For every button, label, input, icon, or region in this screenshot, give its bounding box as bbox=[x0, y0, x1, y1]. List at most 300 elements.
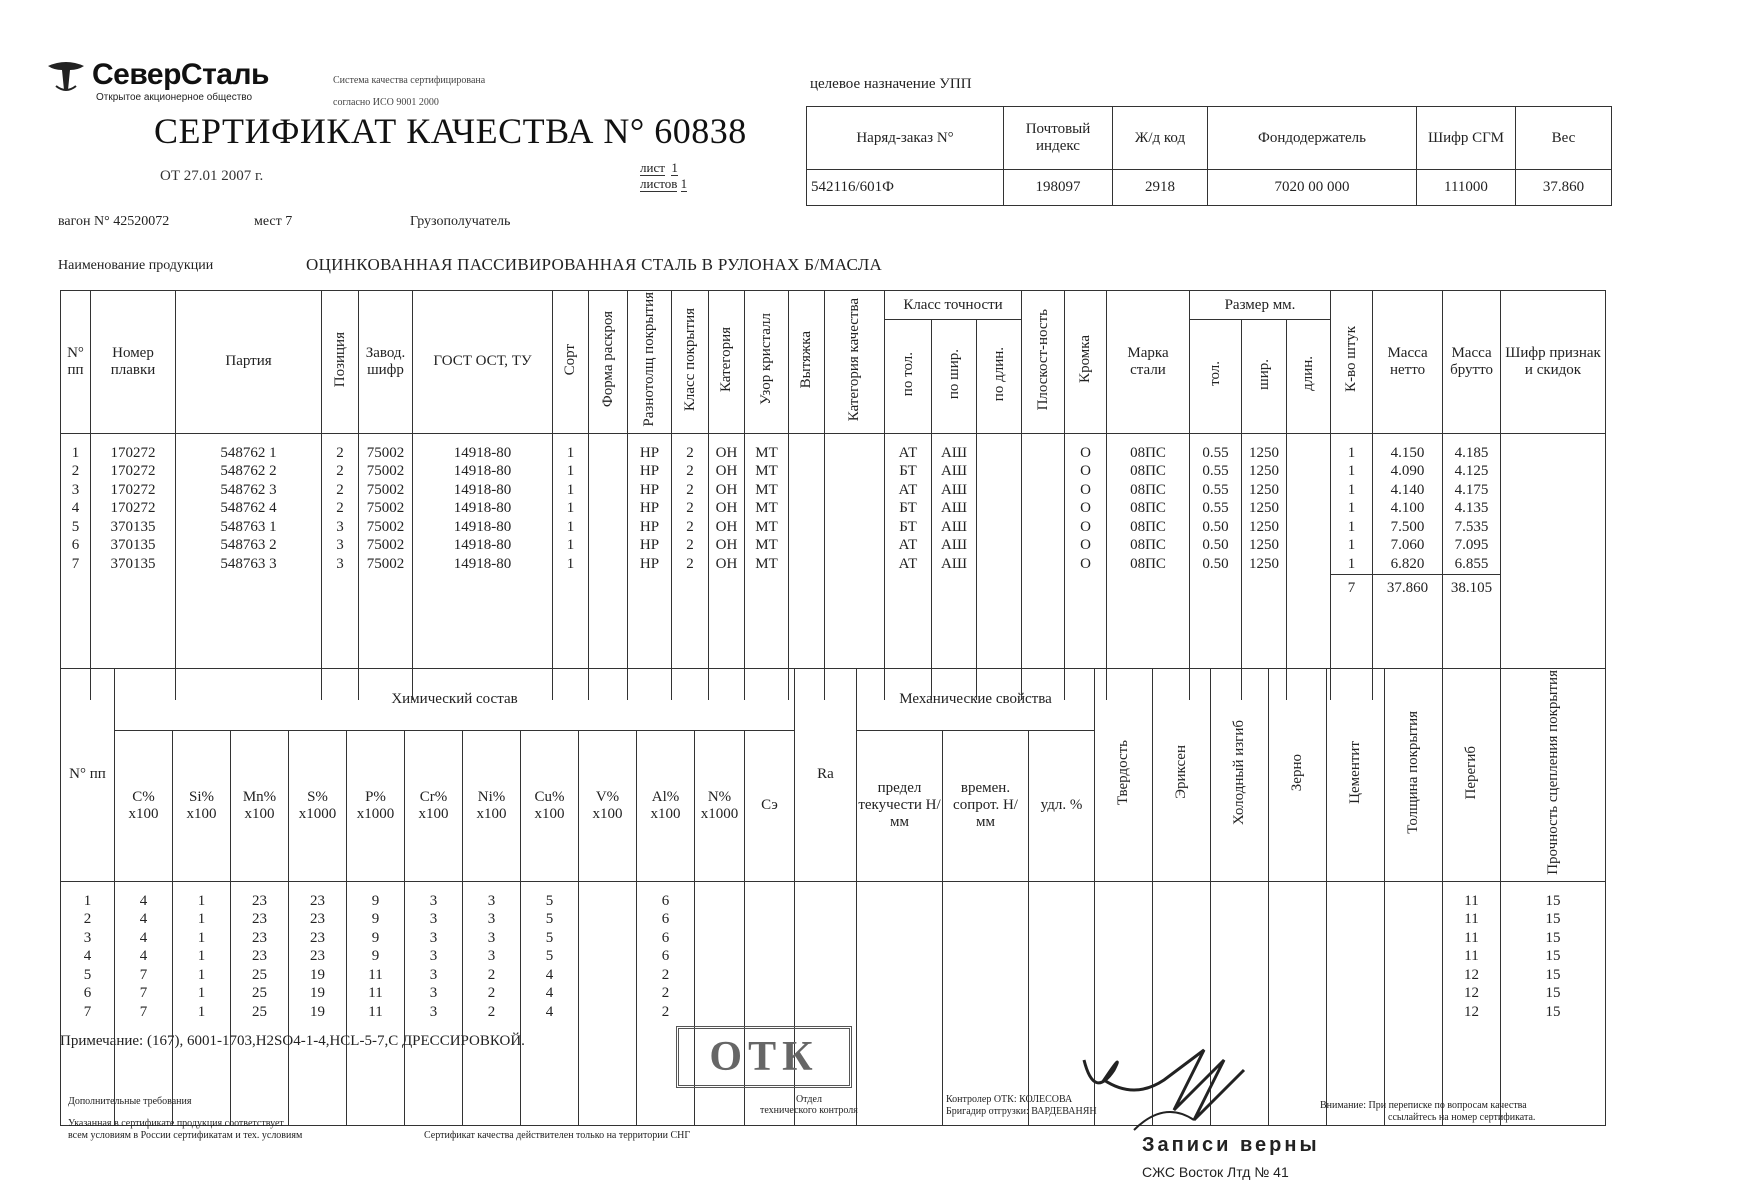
table-cell: 14918-80 bbox=[453, 444, 512, 461]
table-cell: 4 bbox=[139, 929, 148, 946]
table-cell: 2 bbox=[661, 966, 670, 983]
table-cell: 23 bbox=[252, 892, 267, 909]
table-cell bbox=[1288, 555, 1329, 574]
table-cell: 6 bbox=[661, 948, 670, 965]
table-cell bbox=[696, 984, 743, 1003]
cells-edge bbox=[1065, 433, 1107, 575]
table-cell: 4 bbox=[139, 892, 148, 909]
purpose: целевое назначение УПП bbox=[810, 76, 972, 92]
product-name: ОЦИНКОВАННАЯ ПАССИВИРОВАННАЯ СТАЛЬ В РУЛОНАХ Б/МАСЛА bbox=[306, 255, 883, 274]
table-cell: 11 bbox=[1464, 892, 1479, 909]
table-cell: БТ bbox=[899, 463, 917, 480]
table-cell: 15 bbox=[1545, 892, 1561, 909]
col-crystal bbox=[745, 291, 789, 434]
table-cell: 1 bbox=[566, 500, 575, 517]
table-cell: 08ПС bbox=[1130, 518, 1166, 535]
table-cell: 0.55 bbox=[1202, 500, 1229, 517]
table-cell: О bbox=[1080, 518, 1091, 535]
table-cell: НР bbox=[639, 537, 660, 554]
chem-col-erichsen bbox=[1153, 669, 1211, 882]
table-cell: МТ bbox=[755, 500, 778, 517]
order-value-cell: 2918 bbox=[1113, 170, 1208, 206]
order-header-cell: Фондодержатель bbox=[1208, 107, 1417, 170]
otk-stamp: ОТК bbox=[676, 1026, 852, 1088]
table-cell: ОН bbox=[715, 555, 738, 572]
col-gost: ГОСТ ОСТ, ТУ bbox=[413, 291, 553, 434]
chem-cells bbox=[405, 881, 463, 1125]
table-cell bbox=[944, 984, 1027, 1003]
table-cell: 1250 bbox=[1249, 463, 1279, 480]
chem-cells bbox=[173, 881, 231, 1125]
table-cell bbox=[1154, 947, 1209, 966]
table-cell bbox=[1154, 1003, 1209, 1022]
table-cell bbox=[1502, 499, 1604, 518]
chem-col-cu: Cu% x100 bbox=[521, 730, 579, 881]
table-cell: 4 bbox=[545, 966, 554, 983]
table-cell bbox=[944, 947, 1027, 966]
table-cell: 11 bbox=[1464, 929, 1479, 946]
table-cell bbox=[1030, 966, 1093, 985]
table-cell: АШ bbox=[941, 555, 967, 572]
chem-cells bbox=[231, 881, 289, 1125]
table-cell bbox=[1328, 892, 1383, 911]
table-cell: 7 bbox=[83, 1003, 92, 1020]
table-cell: ОН bbox=[715, 500, 738, 517]
col-sort-label: Сорт bbox=[562, 343, 578, 375]
table-cell: О bbox=[1080, 500, 1091, 517]
table-cell: 3 bbox=[487, 929, 496, 946]
table-cell bbox=[696, 910, 743, 929]
col-acc-width bbox=[932, 320, 977, 433]
certificate-date: ОТ 27.01 2007 г. bbox=[160, 168, 264, 184]
chem-col-adhesion-label: Прочность сцепления покрытия bbox=[1544, 670, 1561, 875]
col-acc-width-label: по шир. bbox=[945, 348, 962, 399]
col-category-label: Категория bbox=[718, 326, 734, 392]
table-cell: 15 bbox=[1545, 985, 1561, 1002]
company-name: СеверСталь bbox=[92, 58, 269, 91]
table-cell: 1 bbox=[566, 463, 575, 480]
table-cell: 3 bbox=[336, 555, 344, 572]
table-cell: 15 bbox=[1545, 929, 1561, 946]
table-cell: 2 bbox=[83, 911, 92, 928]
col-flatness-label: Плоскост-ность bbox=[1034, 308, 1051, 410]
col-coat-thick-label: Разнотолщ покрытия bbox=[641, 292, 657, 427]
table-cell bbox=[944, 966, 1027, 985]
compliance-line-1: Указанная в сертификате продукция соответствует bbox=[68, 1118, 284, 1129]
table-cell bbox=[1288, 481, 1329, 500]
table-cell bbox=[790, 499, 823, 518]
table-cell: ОН bbox=[715, 463, 738, 480]
otk-stamp-caption bbox=[760, 1094, 858, 1116]
table-cell: 1 bbox=[197, 911, 206, 928]
table-cell: 15 bbox=[1545, 966, 1561, 983]
table-cell: АТ bbox=[898, 555, 918, 572]
table-cell bbox=[1023, 555, 1063, 574]
severstal-logo-icon bbox=[44, 60, 88, 96]
records-verified: Записи верны bbox=[1142, 1134, 1320, 1156]
cells-acc-thick bbox=[885, 433, 932, 575]
col-quality-label: Категория качества bbox=[846, 297, 862, 421]
chem-col-si: Si% x100 bbox=[173, 730, 231, 881]
product-header-row bbox=[61, 291, 1606, 320]
order-table bbox=[806, 106, 1612, 206]
chem-cells bbox=[943, 881, 1029, 1125]
chem-col-rebend-label: Перегиб bbox=[1463, 745, 1480, 800]
table-cell: 3 bbox=[429, 929, 438, 946]
cells-quality bbox=[825, 433, 885, 575]
table-cell: НР bbox=[639, 481, 660, 498]
col-edge-label: Кромка bbox=[1077, 335, 1093, 384]
order-value-row bbox=[807, 170, 1612, 206]
cells-gost bbox=[413, 433, 553, 575]
table-cell: 548762 1 bbox=[220, 444, 277, 461]
table-cell: 3 bbox=[429, 966, 438, 983]
table-cell: 7.535 bbox=[1454, 518, 1489, 535]
col-acc-len-label: по длин. bbox=[990, 346, 1007, 402]
chem-col-s: S% x1000 bbox=[289, 730, 347, 881]
table-cell: 1 bbox=[566, 555, 575, 572]
table-cell bbox=[858, 947, 941, 966]
table-cell bbox=[746, 929, 793, 948]
table-cell bbox=[1386, 910, 1441, 929]
col-quality bbox=[825, 291, 885, 434]
table-cell bbox=[826, 444, 883, 463]
table-cell bbox=[1288, 499, 1329, 518]
table-cell: 3 bbox=[487, 892, 496, 909]
table-cell: ОН bbox=[715, 518, 738, 535]
cells-plant bbox=[359, 433, 413, 575]
table-cell bbox=[1212, 984, 1267, 1003]
table-cell bbox=[978, 462, 1020, 481]
chem-col-rebend bbox=[1443, 669, 1501, 882]
table-cell: 14918-80 bbox=[453, 481, 512, 498]
table-cell: МТ bbox=[755, 444, 778, 461]
table-cell bbox=[1328, 910, 1383, 929]
chem-col-adhesion bbox=[1501, 669, 1606, 882]
chem-col-mn: Mn% x100 bbox=[231, 730, 289, 881]
order-header-cell: Вес bbox=[1516, 107, 1612, 170]
table-cell: 11 bbox=[368, 985, 383, 1002]
mech-col-elong: удл. % bbox=[1029, 730, 1095, 881]
table-cell: 9 bbox=[371, 911, 380, 928]
table-cell: 548763 3 bbox=[220, 555, 277, 572]
col-size-w-label: шир. bbox=[1255, 358, 1272, 390]
col-coat-class bbox=[672, 291, 709, 434]
chem-cells bbox=[1501, 881, 1606, 1125]
table-cell: 2 bbox=[686, 518, 694, 535]
table-cell: 0.50 bbox=[1202, 518, 1229, 535]
table-cell: 370135 bbox=[110, 537, 156, 554]
chem-cells bbox=[745, 881, 795, 1125]
table-cell: НР bbox=[639, 463, 660, 480]
compliance-note bbox=[68, 1118, 302, 1142]
chem-col-bend bbox=[1211, 669, 1269, 882]
total-net: 37.860 bbox=[1373, 575, 1443, 701]
table-cell: 1 bbox=[197, 948, 206, 965]
col-pattern-label: Форма раскроя bbox=[599, 311, 616, 408]
table-cell: 370135 bbox=[110, 518, 156, 535]
table-cell: МТ bbox=[755, 555, 778, 572]
table-cell bbox=[590, 481, 626, 500]
table-cell: 75002 bbox=[366, 555, 405, 572]
table-cell: 19 bbox=[310, 1003, 325, 1020]
chem-cells bbox=[857, 881, 943, 1125]
table-cell bbox=[590, 444, 626, 463]
table-cell: БТ bbox=[899, 518, 917, 535]
otk-sub-2: технического контроля bbox=[760, 1105, 858, 1116]
table-cell: 08ПС bbox=[1130, 500, 1166, 517]
table-cell: 4.150 bbox=[1390, 444, 1425, 461]
table-cell bbox=[590, 518, 626, 537]
col-coat-thick bbox=[628, 291, 672, 434]
table-cell: 1 bbox=[566, 481, 575, 498]
extra-requirements: Дополнительные требования bbox=[68, 1096, 192, 1107]
table-cell: 7 bbox=[139, 1003, 148, 1020]
sheet-count bbox=[640, 160, 687, 192]
table-cell bbox=[1154, 929, 1209, 948]
sheet-value: 1 bbox=[671, 160, 678, 175]
table-cell bbox=[858, 910, 941, 929]
table-cell: 0.55 bbox=[1202, 463, 1229, 480]
table-cell bbox=[1023, 462, 1063, 481]
table-cell: 2 bbox=[686, 444, 694, 461]
table-cell bbox=[1096, 929, 1151, 948]
table-cell bbox=[944, 1003, 1027, 1022]
table-cell bbox=[1154, 892, 1209, 911]
table-cell bbox=[796, 910, 855, 929]
col-draw-label: Вытяжка bbox=[798, 330, 814, 388]
table-cell: 9 bbox=[371, 948, 380, 965]
table-cell bbox=[1030, 892, 1093, 911]
table-cell: 19 bbox=[310, 966, 325, 983]
chem-cells bbox=[61, 881, 115, 1125]
mech-col-group: Механические свойства bbox=[857, 669, 1095, 731]
table-cell: 25 bbox=[252, 1003, 267, 1020]
table-cell bbox=[1328, 984, 1383, 1003]
table-cell bbox=[1023, 518, 1063, 537]
certificate-title: СЕРТИФИКАТ КАЧЕСТВА N° 60838 bbox=[154, 111, 747, 151]
table-cell: 11 bbox=[368, 966, 383, 983]
table-cell bbox=[858, 966, 941, 985]
table-cell: 2 bbox=[686, 537, 694, 554]
chem-col-cr: Cr% x100 bbox=[405, 730, 463, 881]
table-cell: 3 bbox=[429, 911, 438, 928]
chem-cells bbox=[1327, 881, 1385, 1125]
table-cell bbox=[1212, 910, 1267, 929]
validity-note: Сертификат качества действителен только на территории СНГ bbox=[424, 1130, 691, 1141]
table-cell bbox=[1502, 481, 1604, 500]
table-cell: 1 bbox=[197, 966, 206, 983]
cells-size-t bbox=[1190, 433, 1242, 575]
table-cell: О bbox=[1080, 481, 1091, 498]
table-cell: 170272 bbox=[110, 463, 156, 480]
table-cell bbox=[944, 892, 1027, 911]
table-cell bbox=[590, 462, 626, 481]
table-cell: 7 bbox=[139, 985, 148, 1002]
signature-icon bbox=[1074, 1040, 1274, 1140]
table-cell bbox=[826, 499, 883, 518]
table-cell bbox=[978, 518, 1020, 537]
table-cell bbox=[580, 947, 635, 966]
iso-line-1: Система качества сертифицирована bbox=[333, 75, 486, 86]
sheets-label: листов bbox=[640, 176, 678, 191]
table-cell bbox=[1096, 892, 1151, 911]
col-code: Шифр признак и скидок bbox=[1501, 291, 1606, 434]
table-cell bbox=[796, 892, 855, 911]
table-cell: 3 bbox=[83, 929, 92, 946]
order-value-cell: 7020 00 000 bbox=[1208, 170, 1417, 206]
table-cell: 548762 3 bbox=[220, 481, 277, 498]
table-cell bbox=[590, 536, 626, 555]
table-cell: 2 bbox=[336, 444, 344, 461]
table-cell: 1 bbox=[566, 444, 575, 461]
table-cell: 548762 4 bbox=[220, 500, 277, 517]
col-qty bbox=[1331, 291, 1373, 434]
chem-col-erichsen-label: Эриксен bbox=[1173, 745, 1190, 800]
table-cell: 4 bbox=[139, 911, 148, 928]
cells-acc-len bbox=[977, 433, 1022, 575]
cells-code bbox=[1501, 433, 1606, 575]
table-cell bbox=[826, 555, 883, 574]
table-cell: 6 bbox=[71, 537, 80, 554]
mech-col-tensile: времен. сопрот. Н/мм bbox=[943, 730, 1029, 881]
table-cell bbox=[580, 984, 635, 1003]
table-cell: 2 bbox=[487, 966, 496, 983]
table-cell bbox=[696, 929, 743, 948]
table-cell: 14918-80 bbox=[453, 500, 512, 517]
chem-col-al: Al% x100 bbox=[637, 730, 695, 881]
cells-draw bbox=[789, 433, 825, 575]
table-cell: 1 bbox=[1347, 500, 1356, 517]
table-cell: АТ bbox=[898, 537, 918, 554]
chem-cells bbox=[463, 881, 521, 1125]
col-acc-thick-label: по тол. bbox=[899, 351, 916, 397]
chem-col-grain-label: Зерно bbox=[1289, 753, 1306, 791]
chem-col-ce: Сэ bbox=[745, 730, 795, 881]
table-cell bbox=[696, 892, 743, 911]
table-cell: ОН bbox=[715, 481, 738, 498]
table-cell bbox=[790, 555, 823, 574]
table-cell bbox=[790, 481, 823, 500]
table-cell: АШ bbox=[941, 537, 967, 554]
table-cell bbox=[1288, 444, 1329, 463]
table-cell bbox=[580, 929, 635, 948]
table-cell: 170272 bbox=[110, 481, 156, 498]
table-cell bbox=[746, 984, 793, 1003]
chem-col-c: С% x100 bbox=[115, 730, 173, 881]
table-cell: 6.820 bbox=[1390, 555, 1425, 572]
table-cell: 2 bbox=[686, 555, 694, 572]
table-cell: НР bbox=[639, 555, 660, 572]
col-steel: Марка стали bbox=[1107, 291, 1190, 434]
table-cell bbox=[858, 892, 941, 911]
table-cell: 11 bbox=[1464, 948, 1479, 965]
table-cell: О bbox=[1080, 555, 1091, 572]
order-header-cell: Почтовый индекс bbox=[1004, 107, 1113, 170]
table-cell bbox=[1212, 966, 1267, 985]
table-cell: 7 bbox=[139, 966, 148, 983]
table-cell bbox=[580, 910, 635, 929]
table-cell: 4.185 bbox=[1454, 444, 1489, 461]
table-cell bbox=[1154, 984, 1209, 1003]
table-cell bbox=[696, 966, 743, 985]
chem-data-row bbox=[61, 881, 1606, 1125]
table-cell: 08ПС bbox=[1130, 444, 1166, 461]
table-cell bbox=[978, 481, 1020, 500]
table-cell: 23 bbox=[310, 948, 325, 965]
table-cell bbox=[1288, 518, 1329, 537]
table-cell: 6 bbox=[661, 929, 670, 946]
cells-acc-width bbox=[932, 433, 977, 575]
chem-col-coat-thick bbox=[1385, 669, 1443, 882]
col-size-w bbox=[1242, 320, 1287, 433]
col-batch: Партия bbox=[176, 291, 322, 434]
table-cell bbox=[746, 910, 793, 929]
chem-cells bbox=[795, 881, 857, 1125]
table-cell bbox=[1030, 947, 1093, 966]
table-cell: АТ bbox=[898, 444, 918, 461]
table-cell: 2 bbox=[686, 463, 694, 480]
table-cell: МТ bbox=[755, 537, 778, 554]
table-cell: 4.140 bbox=[1390, 481, 1425, 498]
table-cell: НР bbox=[639, 500, 660, 517]
cells-coat-class bbox=[672, 433, 709, 575]
table-cell bbox=[944, 929, 1027, 948]
table-cell: 15 bbox=[1545, 948, 1561, 965]
table-cell: 1 bbox=[197, 929, 206, 946]
table-cell: 0.55 bbox=[1202, 481, 1229, 498]
col-category bbox=[709, 291, 745, 434]
product-table bbox=[60, 290, 1606, 700]
table-cell: 2 bbox=[661, 1003, 670, 1020]
places-count: мест 7 bbox=[254, 214, 293, 229]
wagon-number: вагон N° 42520072 bbox=[58, 214, 170, 229]
table-cell: 1250 bbox=[1249, 500, 1279, 517]
table-cell bbox=[858, 984, 941, 1003]
table-cell: 4.135 bbox=[1454, 500, 1489, 517]
total-gross: 38.105 bbox=[1443, 575, 1501, 701]
chem-cells bbox=[289, 881, 347, 1125]
table-cell: 170272 bbox=[110, 500, 156, 517]
table-cell: 3 bbox=[487, 911, 496, 928]
total-qty: 7 bbox=[1331, 575, 1373, 701]
col-size-t-label: тол. bbox=[1207, 361, 1223, 387]
table-cell: 3 bbox=[336, 518, 344, 535]
table-cell: 3 bbox=[487, 948, 496, 965]
table-cell: 1 bbox=[83, 892, 92, 909]
table-cell: 3 bbox=[429, 985, 438, 1002]
table-cell: ОН bbox=[715, 537, 738, 554]
table-cell bbox=[1270, 1003, 1325, 1022]
table-cell: 5 bbox=[545, 892, 554, 909]
table-cell: 75002 bbox=[366, 463, 405, 480]
table-cell bbox=[1270, 910, 1325, 929]
table-cell bbox=[944, 910, 1027, 929]
table-cell: 0.50 bbox=[1202, 537, 1229, 554]
table-cell: 4.100 bbox=[1390, 500, 1425, 517]
table-cell bbox=[1288, 536, 1329, 555]
order-header-row bbox=[807, 107, 1612, 170]
table-cell bbox=[1030, 1003, 1093, 1022]
table-cell: 12 bbox=[1464, 1003, 1480, 1020]
chem-col-cement-label: Цементит bbox=[1347, 740, 1364, 804]
col-position-label: Позиция bbox=[331, 331, 348, 387]
col-edge bbox=[1065, 291, 1107, 434]
cells-category bbox=[709, 433, 745, 575]
table-cell bbox=[1288, 462, 1329, 481]
table-cell: 5 bbox=[545, 911, 554, 928]
table-cell: 25 bbox=[252, 985, 267, 1002]
